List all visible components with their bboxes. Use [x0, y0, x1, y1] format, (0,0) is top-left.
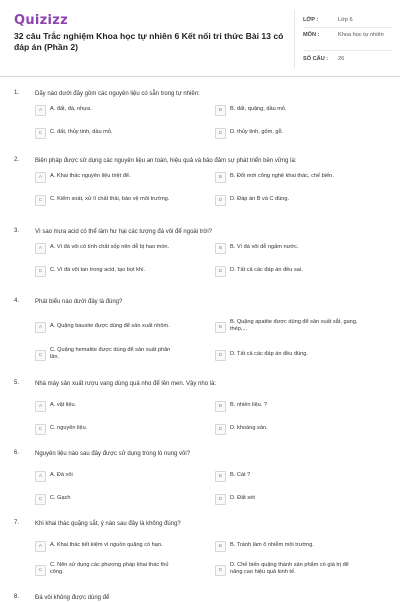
- option-text: D. Đáp án B và C đúng.: [230, 196, 290, 202]
- option-letter-box: C: [35, 128, 46, 139]
- option-text: C. nguyên liệu.: [50, 425, 88, 431]
- option-text: A. Vì đá vôi có tính chất xốp nên dễ bị hao mòn.: [50, 244, 170, 250]
- option-text: D. Chế biến quặng thành sản phẩm có giá trị để nâng cao hiệu quả kinh tế.: [230, 562, 349, 575]
- option-letter-box: A: [35, 172, 46, 183]
- question-text: Đá vôi không được dùng để: [35, 595, 110, 601]
- option-letter-box: A: [35, 243, 46, 254]
- option-text: A. vật liệu.: [50, 402, 77, 408]
- page-title: 32 câu Trắc nghiệm Khoa học tự nhiên 6 Kết nối tri thức Bài 13 có đáp án (Phần 2): [14, 31, 284, 52]
- option-text: A. Đá vôi: [50, 472, 73, 478]
- option-letter-box: D: [215, 350, 226, 361]
- option-text: D. khoáng sản.: [230, 425, 268, 431]
- option-letter-box: C: [35, 195, 46, 206]
- option-text: B. Tránh làm ô nhiễm môi trường.: [230, 542, 314, 548]
- option-letter-box: C: [35, 350, 46, 361]
- option-text: B. đất, quặng, dầu mỏ.: [230, 106, 287, 112]
- option-text: B. Quặng apatite được dùng để sản xuất sắt, gang, thép,...: [230, 319, 358, 332]
- option-text: D. thủy tinh, gốm, gỗ.: [230, 129, 284, 135]
- option-text: C. đất, thủy tinh, dầu mỏ.: [50, 129, 113, 135]
- question-text: Khi khai thác quặng sắt, ý nào sau đây là không đúng?: [35, 521, 181, 527]
- option-text: A. đất, đá, nhựa.: [50, 106, 92, 112]
- option-letter-box: B: [215, 401, 226, 412]
- option-letter-box: B: [215, 541, 226, 552]
- option-text: A. Khai thác nguyên liệu triệt để.: [50, 173, 131, 179]
- question-number: 3.: [14, 228, 20, 234]
- option-letter-box: D: [215, 565, 226, 576]
- option-text: C. Gạch: [50, 495, 71, 501]
- subject-label: MÔN :: [303, 32, 320, 38]
- option-letter-box: A: [35, 541, 46, 552]
- option-text: C. Quặng hematite được dùng để sản xuất phân lân.: [50, 347, 171, 360]
- meta-separator: [303, 27, 393, 28]
- question-number: 6.: [14, 450, 20, 456]
- count-label: SỐ CÂU :: [303, 56, 329, 62]
- question-number: 7.: [14, 520, 20, 526]
- option-letter-box: C: [35, 565, 46, 576]
- class-label: LỚP :: [303, 17, 319, 23]
- option-letter-box: B: [215, 471, 226, 482]
- question-text: Nguyên liệu nào sau đây được sử dụng trong lò nung vôi?: [35, 451, 191, 457]
- question-number: 1.: [14, 90, 20, 96]
- option-letter-box: D: [215, 195, 226, 206]
- meta-separator: [303, 50, 393, 51]
- question-number: 5.: [14, 380, 20, 386]
- option-letter-box: D: [215, 494, 226, 505]
- option-letter-box: D: [215, 266, 226, 277]
- subject-value: Khoa học tự nhiên: [338, 32, 384, 38]
- option-text: D. Tất cả các đáp án đều sai.: [230, 267, 303, 273]
- option-text: D. Đất sét: [230, 495, 255, 501]
- question-number: 8.: [14, 594, 20, 600]
- question-text: Biện pháp được sử dụng các nguyên liệu an toàn, hiệu quả và bảo đảm sự phát triển bền vững là:: [35, 158, 297, 164]
- option-letter-box: C: [35, 266, 46, 277]
- option-text: C. Kiểm soát, xử lí chất thải, bảo vệ môi trường.: [50, 196, 170, 202]
- option-letter-box: D: [215, 424, 226, 435]
- question-number: 4.: [14, 298, 20, 304]
- option-letter-box: B: [215, 243, 226, 254]
- question-text: Vì sao mưa acid có thể làm hư hại các tượng đá vôi để ngoài trời?: [35, 229, 213, 235]
- option-text: B. Cát ?: [230, 472, 251, 478]
- option-text: B. Đổi mới công nghệ khai thác, chế biến.: [230, 173, 334, 179]
- question-number: 2.: [14, 157, 20, 163]
- worksheet-header: [0, 0, 400, 72]
- question-text: Dãy nào dưới đây gồm các nguyên liệu có sẵn trong tự nhiên:: [35, 91, 200, 97]
- option-letter-box: A: [35, 401, 46, 412]
- question-text: Nhà máy sản xuất rượu vang dùng quả nho để lên men. Vậy nho là:: [35, 381, 217, 387]
- option-letter-box: C: [35, 494, 46, 505]
- option-text: C. Nên sử dụng các phương pháp khai thác thủ công.: [50, 562, 169, 575]
- option-text: D. Tất cả các đáp án đều đúng.: [230, 351, 308, 357]
- question-text: Phát biểu nào dưới đây là đúng?: [35, 299, 123, 305]
- option-letter-box: A: [35, 105, 46, 116]
- option-letter-box: B: [215, 172, 226, 183]
- option-text: A. Khai thác tiết kiệm vì nguồn quặng có hạn.: [50, 542, 163, 548]
- option-letter-box: A: [35, 322, 46, 333]
- header-divider: [0, 76, 400, 77]
- option-text: B. Vì đá vôi dễ ngấm nước.: [230, 244, 299, 250]
- quizizz-logo[interactable]: Quizizz: [14, 13, 69, 28]
- option-letter-box: B: [215, 105, 226, 116]
- option-text: C. Vì đá vôi tan trong acid, tạo bọt khí.: [50, 267, 146, 273]
- option-letter-box: C: [35, 424, 46, 435]
- count-value: 26: [338, 56, 345, 62]
- option-text: B. nhiên liệu. ?: [230, 402, 268, 408]
- option-text: A. Quặng bauxite được dùng để sản xuất nhôm.: [50, 323, 170, 329]
- class-value: Lớp 6: [338, 17, 353, 23]
- option-letter-box: B: [215, 322, 226, 333]
- option-letter-box: A: [35, 471, 46, 482]
- option-letter-box: D: [215, 128, 226, 139]
- meta-divider: [294, 10, 295, 68]
